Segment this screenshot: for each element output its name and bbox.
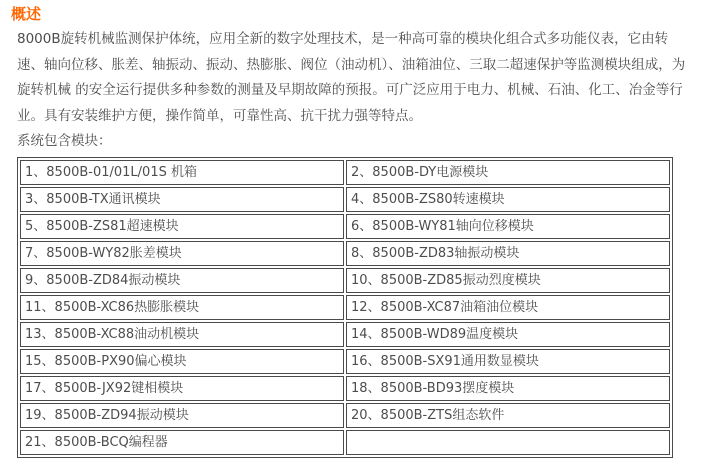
module-cell: 1、8500B-01/01L/01S 机箱 <box>20 160 344 185</box>
module-cell: 11、8500B-XC86热膨胀模块 <box>20 295 344 320</box>
module-cell: 15、8500B-PX90偏心模块 <box>20 349 344 374</box>
module-cell: 12、8500B-XC87油箱油位模块 <box>346 295 670 320</box>
module-cell: 9、8500B-ZD84振动模块 <box>20 268 344 293</box>
table-row <box>20 403 670 428</box>
modules-table-body <box>20 160 670 455</box>
module-cell: 10、8500B-ZD85振动烈度模块 <box>346 268 670 293</box>
table-row <box>20 214 670 239</box>
modules-table <box>17 157 673 458</box>
modules-label: 系统包含模块： <box>17 133 112 149</box>
table-row <box>20 322 670 347</box>
module-cell: 19、8500B-ZD94振动模块 <box>20 403 344 428</box>
table-row <box>20 349 670 374</box>
module-cell: 20、8500B-ZTS组态软件 <box>346 403 670 428</box>
module-cell: 4、8500B-ZS80转速模块 <box>346 187 670 212</box>
module-cell: 6、8500B-WY81轴向位移模块 <box>346 214 670 239</box>
module-cell <box>346 430 670 455</box>
table-row <box>20 376 670 401</box>
module-cell: 3、8500B-TX通讯模块 <box>20 187 344 212</box>
table-row <box>20 160 670 185</box>
intro-paragraph: 8000B旋转机械监测保护体统，应用全新的数字处理技术，是一种高可靠的模块化组合式多功能仪表，它由转速、轴向位移、胀差、轴振动、振动、热膨胀、阀位（油动机）、油箱油位、三取二超速保护等监测模块组成，为旋转机械 的安全运行提供多种参数的测量及早期故障的预报。可广泛应用于电力、机械、石油、化工、冶金等行业。具有安装维护方便，操作简单，可靠性高、抗干扰力强等特点。 <box>17 31 686 124</box>
module-cell: 18、8500B-BD93摆度模块 <box>346 376 670 401</box>
module-cell: 13、8500B-XC88油动机模块 <box>20 322 344 347</box>
table-row <box>20 268 670 293</box>
table-row <box>20 295 670 320</box>
module-cell: 5、8500B-ZS81超速模块 <box>20 214 344 239</box>
table-row <box>20 241 670 266</box>
module-cell: 7、8500B-WY82胀差模块 <box>20 241 344 266</box>
module-cell: 14、8500B-WD89温度模块 <box>346 322 670 347</box>
module-cell: 16、8500B-SX91通用数显模块 <box>346 349 670 374</box>
module-cell: 8、8500B-ZD83轴振动模块 <box>346 241 670 266</box>
page-title: 概述 <box>11 5 42 23</box>
module-cell: 21、8500B-BCQ编程器 <box>20 430 344 455</box>
module-cell: 2、8500B-DY电源模块 <box>346 160 670 185</box>
module-cell: 17、8500B-JX92键相模块 <box>20 376 344 401</box>
table-row <box>20 187 670 212</box>
table-row <box>20 430 670 455</box>
